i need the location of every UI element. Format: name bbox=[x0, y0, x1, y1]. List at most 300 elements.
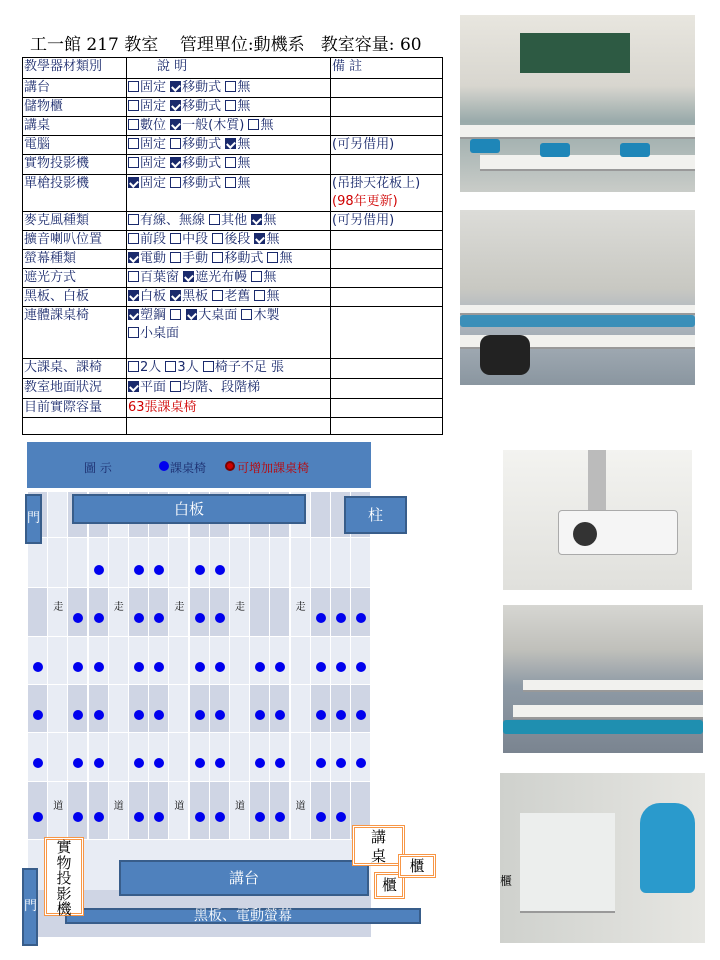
seat-dot bbox=[134, 662, 144, 672]
seat-dot bbox=[195, 758, 205, 768]
option-label: 無 bbox=[266, 289, 280, 304]
option-label: 遮光布幔 bbox=[195, 270, 248, 285]
checked-checkbox[interactable] bbox=[170, 290, 181, 301]
unchecked-checkbox[interactable] bbox=[212, 290, 223, 301]
row-category: 黑板、白板 bbox=[23, 288, 127, 307]
table-row bbox=[23, 418, 443, 435]
checked-checkbox[interactable] bbox=[254, 233, 265, 244]
floor-cell bbox=[190, 538, 210, 588]
row-category: 擴音喇叭位置 bbox=[23, 231, 127, 250]
floor-cell bbox=[270, 588, 290, 637]
unchecked-checkbox[interactable] bbox=[165, 361, 176, 372]
aisle-label: 道 bbox=[174, 801, 185, 812]
seat-dot bbox=[195, 613, 205, 623]
unchecked-checkbox[interactable] bbox=[212, 252, 223, 263]
seat-dot bbox=[215, 662, 225, 672]
header-description: 說 明 bbox=[127, 58, 331, 79]
floor-cell bbox=[311, 685, 331, 733]
option-label: 移動式 bbox=[182, 99, 222, 114]
seat-dot bbox=[316, 662, 326, 672]
option-label: 固定 bbox=[140, 156, 167, 171]
option-label: 無 bbox=[237, 80, 251, 95]
seat-dot bbox=[94, 710, 104, 720]
unchecked-checkbox[interactable] bbox=[128, 361, 139, 372]
option-label: 白板 bbox=[140, 289, 167, 304]
unchecked-checkbox[interactable] bbox=[128, 138, 139, 149]
cabinet-2: 櫃 bbox=[398, 854, 436, 878]
seat-dot bbox=[336, 710, 346, 720]
legend-add: 可增加課桌椅 bbox=[237, 461, 310, 475]
floor-cell bbox=[68, 538, 88, 588]
floor-cell bbox=[149, 782, 169, 840]
option-label: 移動式 bbox=[224, 251, 264, 266]
row-description bbox=[127, 212, 331, 231]
floor-cell bbox=[149, 637, 169, 685]
floor-cell bbox=[311, 538, 331, 588]
checked-checkbox[interactable] bbox=[128, 290, 139, 301]
seat-dot bbox=[94, 812, 104, 822]
floor-plan bbox=[24, 442, 425, 937]
table-row bbox=[23, 155, 443, 175]
floor-cell bbox=[291, 637, 311, 685]
note-text: (可另借用) bbox=[332, 137, 395, 152]
unchecked-checkbox[interactable] bbox=[170, 177, 181, 188]
note-text: (吊掛天花板上) bbox=[332, 176, 421, 191]
floor-cell bbox=[129, 685, 149, 733]
floor-cell bbox=[190, 637, 210, 685]
row-description bbox=[127, 307, 331, 359]
unchecked-checkbox[interactable] bbox=[170, 233, 181, 244]
floor-cell bbox=[331, 685, 351, 733]
floor-cell bbox=[250, 538, 270, 588]
checked-checkbox[interactable] bbox=[128, 252, 139, 263]
option-label: 固定 bbox=[140, 99, 167, 114]
note-update: (98年更新) bbox=[332, 194, 398, 209]
table-row bbox=[23, 379, 443, 399]
aisle-label: 道 bbox=[113, 801, 124, 812]
option-label: 無 bbox=[237, 137, 251, 152]
projector-photo bbox=[503, 450, 692, 590]
aisle-label: 走 bbox=[53, 602, 64, 613]
option-label: 其他 bbox=[221, 213, 248, 228]
row-note bbox=[331, 212, 443, 231]
unchecked-checkbox[interactable] bbox=[128, 271, 139, 282]
floor-cell bbox=[129, 538, 149, 588]
option-label: 無 bbox=[266, 232, 280, 247]
option-label: 數位 bbox=[140, 118, 167, 133]
table-row bbox=[23, 175, 443, 212]
floor-cell bbox=[28, 637, 48, 685]
row-category: 大課桌、課椅 bbox=[23, 359, 127, 379]
option-label: 固定 bbox=[140, 80, 167, 95]
floor-cell bbox=[190, 782, 210, 840]
seat-dot bbox=[336, 758, 346, 768]
floor-cell bbox=[351, 538, 371, 588]
aisle-label: 走 bbox=[174, 602, 185, 613]
option-label: 移動式 bbox=[182, 176, 222, 191]
seat-dot bbox=[316, 758, 326, 768]
floor-cell bbox=[331, 637, 351, 685]
seat-dot bbox=[316, 710, 326, 720]
unchecked-checkbox[interactable] bbox=[203, 361, 214, 372]
lectern: 講 桌 bbox=[352, 825, 405, 866]
seat-dot bbox=[134, 613, 144, 623]
checked-checkbox[interactable] bbox=[170, 100, 181, 111]
row-note bbox=[331, 418, 443, 435]
unchecked-checkbox[interactable] bbox=[128, 327, 139, 338]
checked-checkbox[interactable] bbox=[225, 138, 236, 149]
seat-dot bbox=[33, 710, 43, 720]
row-note bbox=[331, 307, 443, 359]
floor-cell bbox=[149, 685, 169, 733]
floor-cell bbox=[190, 685, 210, 733]
floor-cell bbox=[109, 685, 129, 733]
floor-cell bbox=[109, 538, 129, 588]
legend-seat: 課桌椅 bbox=[170, 461, 207, 475]
option-label: 椅子不足 張 bbox=[214, 360, 284, 375]
option-label: 移動式 bbox=[182, 156, 222, 171]
row-description bbox=[127, 136, 331, 155]
table-row bbox=[23, 117, 443, 136]
row-description bbox=[127, 117, 331, 136]
floor-cell bbox=[210, 538, 230, 588]
seat-dot bbox=[134, 812, 144, 822]
row-description bbox=[127, 418, 331, 435]
row-category: 教室地面狀況 bbox=[23, 379, 127, 399]
seat-dot bbox=[134, 565, 144, 575]
floor-cell bbox=[351, 637, 371, 685]
table-row bbox=[23, 288, 443, 307]
floor-cell bbox=[291, 538, 311, 588]
option-label: 後段 bbox=[224, 232, 251, 247]
table-row bbox=[23, 269, 443, 288]
classroom-photo-side bbox=[503, 605, 703, 753]
row-description bbox=[127, 175, 331, 212]
actual-capacity: 63張課桌椅 bbox=[128, 400, 197, 415]
floor-cell bbox=[48, 637, 68, 685]
floor-cell bbox=[250, 588, 270, 637]
row-category: 電腦 bbox=[23, 136, 127, 155]
row-note bbox=[331, 155, 443, 175]
unchecked-checkbox[interactable] bbox=[267, 252, 278, 263]
floor-cell bbox=[210, 637, 230, 685]
option-label: 百葉窗 bbox=[140, 270, 180, 285]
floor-cell bbox=[270, 637, 290, 685]
door-top: 門 bbox=[25, 494, 42, 544]
floor-cell bbox=[270, 782, 290, 840]
seat-dot bbox=[94, 613, 104, 623]
option-label: 小桌面 bbox=[140, 326, 180, 341]
seat-dot bbox=[134, 710, 144, 720]
floor-cell bbox=[48, 685, 68, 733]
table-header-row bbox=[23, 58, 443, 79]
floor-cell bbox=[89, 685, 109, 733]
floor-cell bbox=[291, 685, 311, 733]
row-note bbox=[331, 117, 443, 136]
unchecked-checkbox[interactable] bbox=[128, 119, 139, 130]
seat-dot bbox=[94, 662, 104, 672]
option-label: 木製 bbox=[253, 308, 280, 323]
unchecked-checkbox[interactable] bbox=[212, 233, 223, 244]
aisle-label: 道 bbox=[235, 801, 245, 812]
floor-cell bbox=[129, 782, 149, 840]
floor-cell bbox=[129, 637, 149, 685]
option-label: 前段 bbox=[140, 232, 167, 247]
floor-cell bbox=[230, 538, 250, 588]
table-row bbox=[23, 136, 443, 155]
checked-checkbox[interactable] bbox=[183, 271, 194, 282]
unchecked-checkbox[interactable] bbox=[251, 271, 262, 282]
row-note bbox=[331, 359, 443, 379]
row-note bbox=[331, 98, 443, 117]
desk-chair-photo bbox=[500, 773, 705, 943]
floor-cell bbox=[169, 685, 189, 733]
row-category: 儲物櫃 bbox=[23, 98, 127, 117]
checked-checkbox[interactable] bbox=[170, 119, 181, 130]
table-row bbox=[23, 212, 443, 231]
floor-cell bbox=[230, 733, 250, 782]
seat-dot bbox=[215, 710, 225, 720]
floor-cell bbox=[270, 538, 290, 588]
unchecked-checkbox[interactable] bbox=[225, 100, 236, 111]
floor-cell bbox=[48, 538, 68, 588]
row-note bbox=[331, 379, 443, 399]
unchecked-checkbox[interactable] bbox=[209, 214, 220, 225]
option-label: 3人 bbox=[177, 360, 199, 375]
floor-cell bbox=[68, 685, 88, 733]
seat-dot bbox=[195, 812, 205, 822]
seat-dot bbox=[33, 758, 43, 768]
row-description bbox=[127, 399, 331, 418]
row-note bbox=[331, 288, 443, 307]
header-notes: 備 註 bbox=[331, 58, 443, 79]
floor-cell bbox=[311, 782, 331, 840]
seat-dot bbox=[215, 565, 225, 575]
floor-cell bbox=[28, 538, 48, 588]
floor-cell bbox=[28, 588, 48, 637]
seat-dot bbox=[215, 613, 225, 623]
option-label: 2人 bbox=[140, 360, 162, 375]
option-label: 塑鋼 bbox=[140, 308, 167, 323]
floor-cell bbox=[210, 782, 230, 840]
unchecked-checkbox[interactable] bbox=[248, 119, 259, 130]
option-label: 固定 bbox=[140, 176, 167, 191]
option-label: 無 bbox=[237, 156, 251, 171]
row-description bbox=[127, 98, 331, 117]
seat-dot bbox=[215, 812, 225, 822]
option-label: 移動式 bbox=[182, 80, 222, 95]
table-row bbox=[23, 79, 443, 98]
podium: 講台 bbox=[119, 860, 369, 896]
option-label: 均階、段階梯 bbox=[182, 380, 261, 395]
checked-checkbox[interactable] bbox=[128, 381, 139, 392]
door-bottom: 門 bbox=[22, 868, 38, 946]
floor-cell bbox=[48, 733, 68, 782]
unchecked-checkbox[interactable] bbox=[225, 157, 236, 168]
option-label: 無 bbox=[237, 99, 251, 114]
aisle-label: 走 bbox=[295, 602, 306, 613]
option-label: 無 bbox=[263, 270, 277, 285]
row-description bbox=[127, 288, 331, 307]
blackboard-screen: 黑板、電動螢幕 bbox=[65, 908, 421, 924]
row-note bbox=[331, 399, 443, 418]
table-row bbox=[23, 231, 443, 250]
row-description bbox=[127, 269, 331, 288]
floor-cell bbox=[230, 685, 250, 733]
photo-caption: 櫃 bbox=[500, 874, 513, 888]
unchecked-checkbox[interactable] bbox=[128, 233, 139, 244]
row-description bbox=[127, 359, 331, 379]
unchecked-checkbox[interactable] bbox=[170, 252, 181, 263]
floor-cell bbox=[250, 782, 270, 840]
option-label: 大桌面 bbox=[198, 308, 238, 323]
floor-cell bbox=[291, 733, 311, 782]
row-description bbox=[127, 379, 331, 399]
floor-cell bbox=[270, 685, 290, 733]
aisle-label: 走 bbox=[235, 602, 245, 613]
floor-cell bbox=[311, 492, 331, 538]
unchecked-checkbox[interactable] bbox=[225, 177, 236, 188]
document-camera: 實 物 投 影 機 bbox=[44, 837, 84, 916]
floor-cell bbox=[250, 637, 270, 685]
row-note bbox=[331, 231, 443, 250]
unchecked-checkbox[interactable] bbox=[225, 81, 236, 92]
aisle-label: 道 bbox=[295, 801, 306, 812]
unchecked-checkbox[interactable] bbox=[170, 381, 181, 392]
floor-cell bbox=[331, 782, 351, 840]
row-category: 講台 bbox=[23, 79, 127, 98]
option-label: 有線、無線 bbox=[140, 213, 206, 228]
option-label: 固定 bbox=[140, 137, 167, 152]
floor-cell bbox=[169, 538, 189, 588]
classroom-photo-rear bbox=[460, 210, 695, 385]
checked-checkbox[interactable] bbox=[128, 177, 139, 188]
seat-dot bbox=[195, 710, 205, 720]
option-label: 手動 bbox=[182, 251, 209, 266]
table-row bbox=[23, 359, 443, 379]
seat-dot bbox=[195, 662, 205, 672]
checked-checkbox[interactable] bbox=[251, 214, 262, 225]
unchecked-checkbox[interactable] bbox=[128, 214, 139, 225]
row-description bbox=[127, 79, 331, 98]
floor-cell bbox=[89, 782, 109, 840]
floor-cell bbox=[109, 733, 129, 782]
row-note bbox=[331, 175, 443, 212]
row-category: 單槍投影機 bbox=[23, 175, 127, 212]
floor-cell bbox=[89, 637, 109, 685]
whiteboard: 白板 bbox=[72, 494, 306, 524]
note-text: (可另借用) bbox=[332, 213, 395, 228]
seat-dot bbox=[134, 758, 144, 768]
floor-cell bbox=[109, 637, 129, 685]
equipment-table bbox=[22, 57, 443, 435]
floor-cell bbox=[48, 492, 68, 538]
unchecked-checkbox[interactable] bbox=[170, 309, 181, 320]
row-description bbox=[127, 231, 331, 250]
row-note bbox=[331, 136, 443, 155]
floor-cell bbox=[28, 685, 48, 733]
option-label: 電動 bbox=[140, 251, 167, 266]
floor-cell bbox=[351, 685, 371, 733]
plan-legend bbox=[27, 442, 371, 488]
seat-dot bbox=[33, 662, 43, 672]
row-category: 連體課桌椅 bbox=[23, 307, 127, 359]
seat-dot bbox=[316, 812, 326, 822]
unchecked-checkbox[interactable] bbox=[241, 309, 252, 320]
unchecked-checkbox[interactable] bbox=[128, 81, 139, 92]
floor-cell bbox=[169, 637, 189, 685]
option-label: 老舊 bbox=[224, 289, 251, 304]
row-note bbox=[331, 79, 443, 98]
floor-cell bbox=[68, 782, 88, 840]
seat-dot bbox=[215, 758, 225, 768]
page-title: 工一館 217 教室 管理單位:動機系 教室容量: 60 bbox=[30, 35, 422, 55]
row-category: 講桌 bbox=[23, 117, 127, 136]
table-row bbox=[23, 250, 443, 269]
row-note bbox=[331, 250, 443, 269]
floor-cell bbox=[89, 538, 109, 588]
row-description bbox=[127, 155, 331, 175]
seat-dot bbox=[94, 565, 104, 575]
option-label: 移動式 bbox=[182, 137, 222, 152]
legend-title: 圖 示 bbox=[84, 461, 112, 475]
unchecked-checkbox[interactable] bbox=[254, 290, 265, 301]
option-label: 無 bbox=[260, 118, 274, 133]
header-category: 教學器材類別 bbox=[23, 58, 127, 79]
add-seat-icon bbox=[225, 461, 235, 471]
seat-dot bbox=[94, 758, 104, 768]
row-category bbox=[23, 418, 127, 435]
aisle-label: 走 bbox=[113, 602, 124, 613]
unchecked-checkbox[interactable] bbox=[170, 138, 181, 149]
unchecked-checkbox[interactable] bbox=[128, 157, 139, 168]
floor-cell bbox=[28, 782, 48, 840]
seat-dot-icon bbox=[159, 461, 169, 471]
unchecked-checkbox[interactable] bbox=[128, 100, 139, 111]
checked-checkbox[interactable] bbox=[170, 81, 181, 92]
checked-checkbox[interactable] bbox=[186, 309, 197, 320]
row-note bbox=[331, 269, 443, 288]
floor-cell bbox=[311, 637, 331, 685]
option-label: 一般(木質) bbox=[182, 118, 245, 133]
row-category: 遮光方式 bbox=[23, 269, 127, 288]
option-label: 平面 bbox=[140, 380, 167, 395]
table-row bbox=[23, 399, 443, 418]
seat-dot bbox=[195, 565, 205, 575]
row-category: 麥克風種類 bbox=[23, 212, 127, 231]
row-description bbox=[127, 250, 331, 269]
table-row bbox=[23, 98, 443, 117]
classroom-photo-front bbox=[460, 15, 695, 192]
seat-dot bbox=[33, 812, 43, 822]
floor-cell bbox=[331, 538, 351, 588]
cabinet-1: 櫃 bbox=[374, 872, 405, 899]
checked-checkbox[interactable] bbox=[128, 309, 139, 320]
seat-dot bbox=[336, 613, 346, 623]
option-label: 黑板 bbox=[182, 289, 209, 304]
aisle-label: 道 bbox=[53, 801, 64, 812]
floor-cell bbox=[68, 637, 88, 685]
table-row bbox=[23, 307, 443, 359]
floor-cell bbox=[230, 637, 250, 685]
seat-dot bbox=[316, 613, 326, 623]
seat-dot bbox=[336, 662, 346, 672]
floor-cell bbox=[149, 538, 169, 588]
option-label: 無 bbox=[279, 251, 293, 266]
row-category: 螢幕種類 bbox=[23, 250, 127, 269]
row-category: 目前實際容量 bbox=[23, 399, 127, 418]
checked-checkbox[interactable] bbox=[170, 157, 181, 168]
